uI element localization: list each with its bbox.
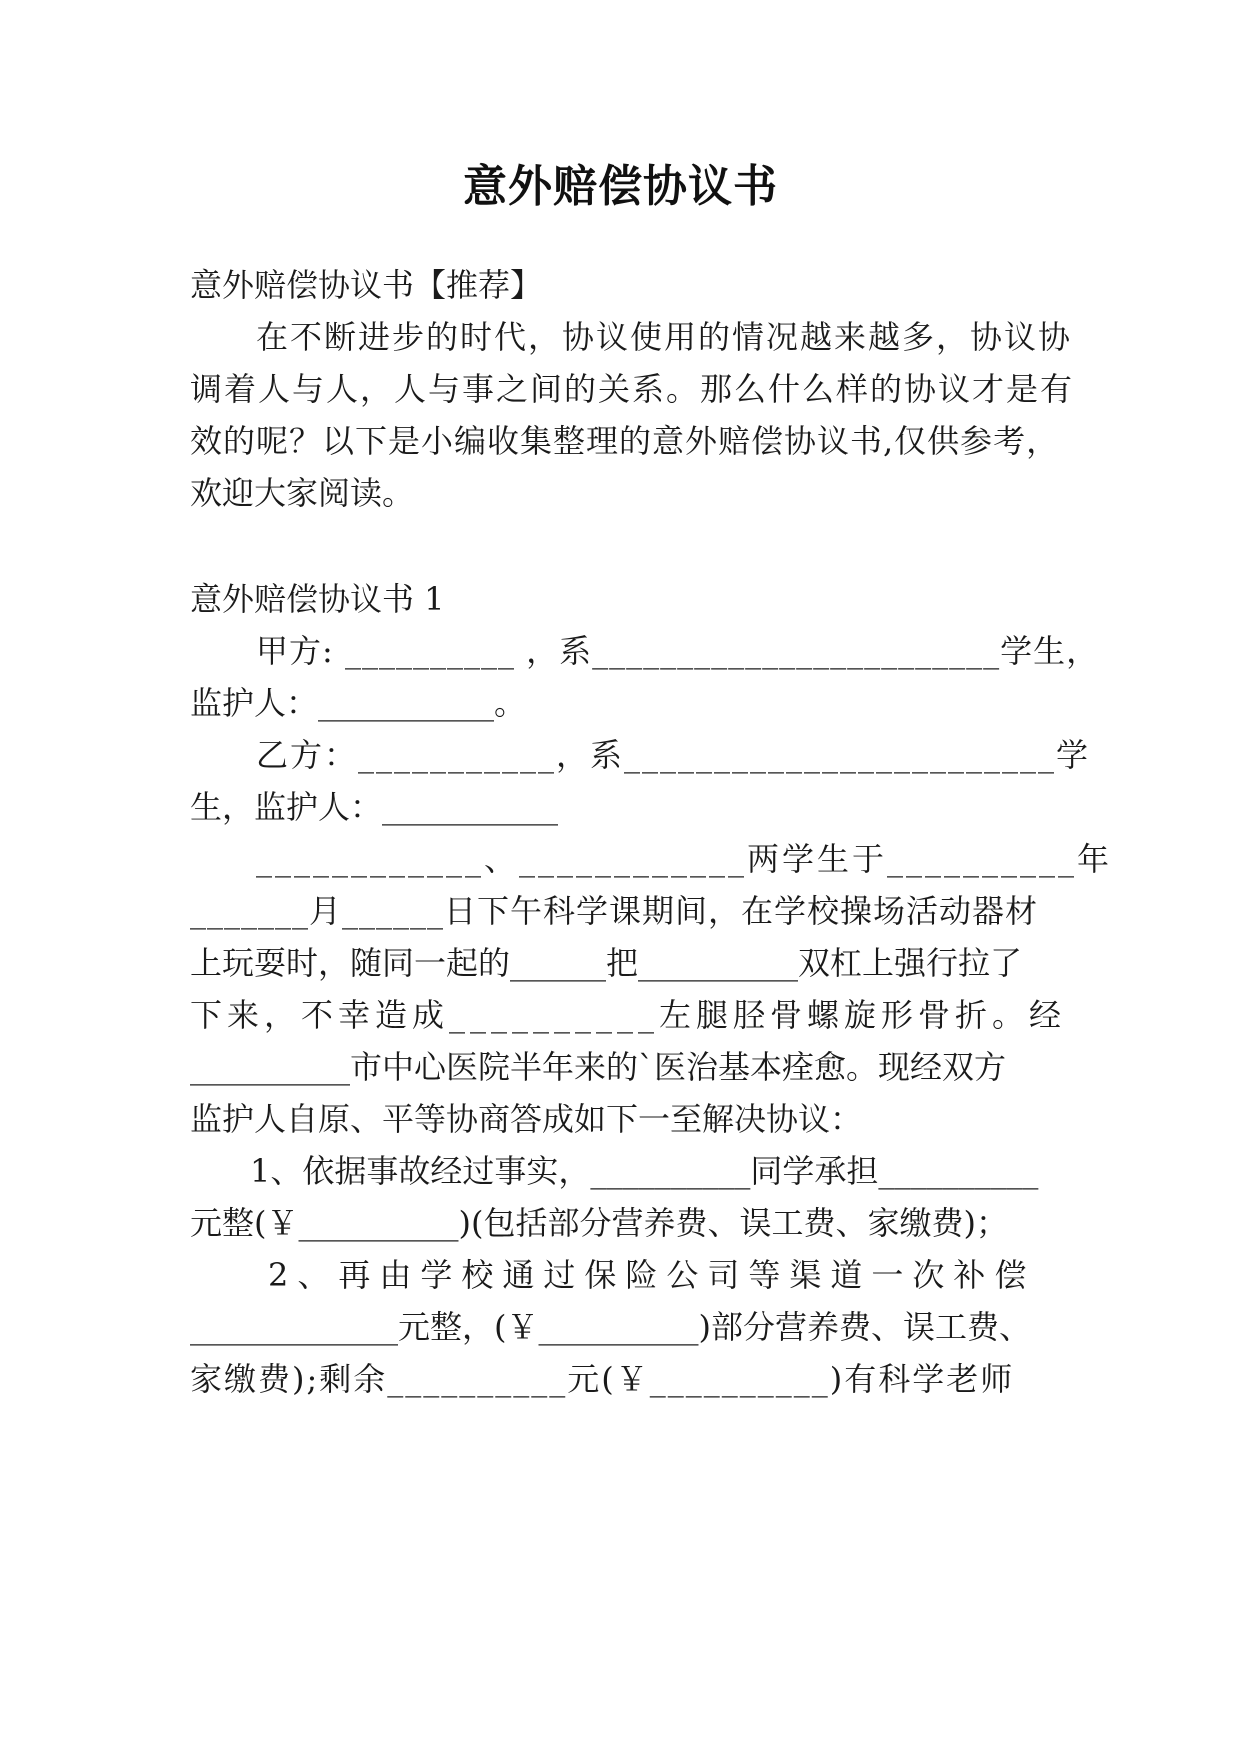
body-line: __________市中心医院半年来的`医治基本痊愈。现经双方 xyxy=(190,1048,1007,1086)
section-heading: 意外赔偿协议书 1 xyxy=(190,580,445,618)
body-line: 甲方: __________ ，系________________________学生， xyxy=(256,632,1100,670)
body-line: ____________、____________两学生于__________年 xyxy=(256,840,1113,878)
document-subtitle: 意外赔偿协议书【推荐】 xyxy=(190,266,543,304)
intro-line: 效的呢？以下是小编收集整理的意外赔偿协议书,仅供参考， xyxy=(190,422,1060,460)
document-title: 意外赔偿协议书 xyxy=(463,161,778,212)
body-line: _______月______日下午科学课期间，在学校操场活动器材 xyxy=(190,892,1039,930)
body-line: 下来，不幸造成__________左腿胫骨螺旋形骨折。经 xyxy=(190,996,1067,1034)
body-line: 上玩耍时，随同一起的______把__________双杠上强行拉了 xyxy=(190,944,1023,982)
body-line: 家缴费);剩余__________元(￥__________)有科学老师 xyxy=(190,1360,1015,1398)
intro-line: 欢迎大家阅读。 xyxy=(190,474,415,512)
body-line: 2、再由学校通过保险公司等渠道一次补偿 xyxy=(268,1256,1036,1294)
body-line: 监护人：___________。 xyxy=(190,684,527,722)
body-line: 元整(￥__________)(包括部分营养费、误工费、家缴费)； xyxy=(190,1204,1008,1242)
body-line: 监护人自原、平等协商答成如下一至解决协议： xyxy=(190,1100,863,1138)
body-line: 1、依据事故经过事实，__________同学承担__________ xyxy=(250,1152,1039,1190)
body-line: _____________元整，(￥__________)部分营养费、误工费、 xyxy=(190,1308,1031,1346)
intro-line: 在不断进步的时代，协议使用的情况越来越多，协议协 xyxy=(256,318,1073,356)
body-line: 乙方：___________，系________________________学 xyxy=(256,736,1091,774)
body-line: 生，监护人：___________ xyxy=(190,788,559,826)
intro-line: 调着人与人，人与事之间的关系。那么什么样的协议才是有 xyxy=(190,370,1075,408)
